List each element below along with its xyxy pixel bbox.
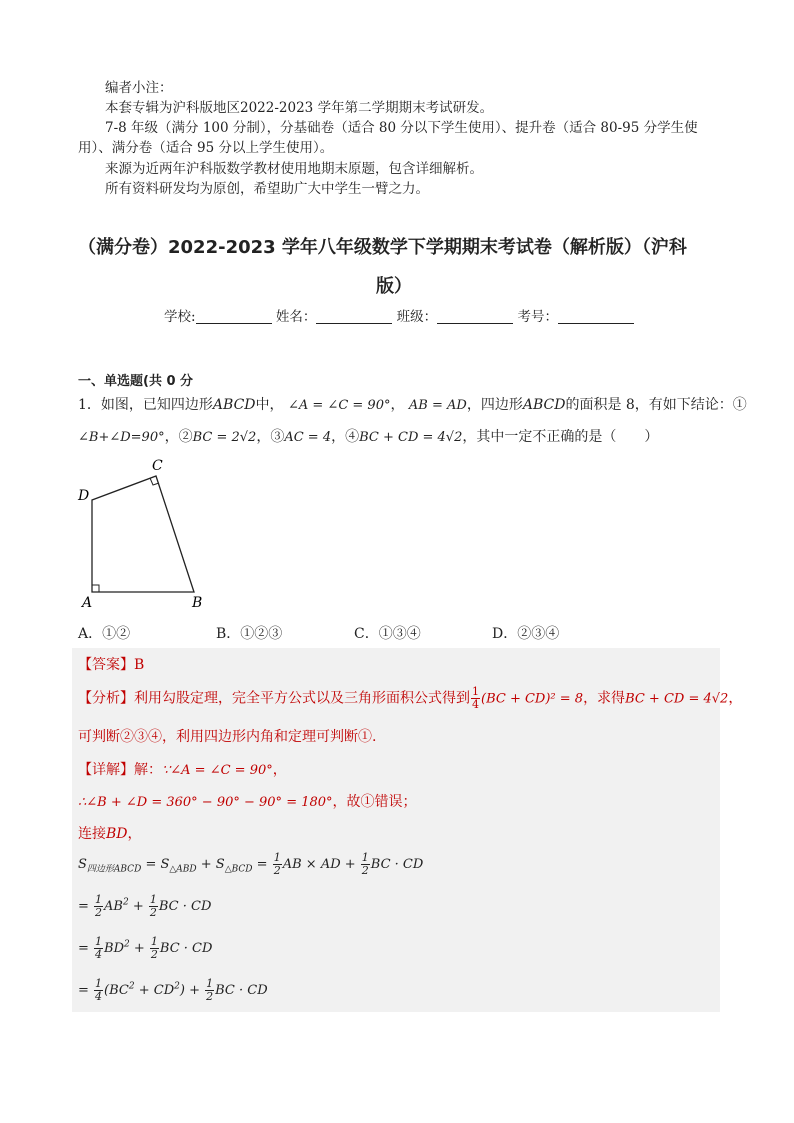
- editor-note-line-2: 7-8 年级（满分 100 分制），分基础卷（适合 80 分以下学生使用）、提升卷（适合 80-95 分学生使: [105, 120, 698, 136]
- school-label: 学校:: [164, 309, 196, 325]
- option-a[interactable]: A．①②: [78, 626, 131, 642]
- option-d[interactable]: D．②③④: [492, 626, 560, 642]
- question-1-line-1: 1．如图，已知四边形ABCD中， ∠A = ∠C = 90°， AB = AD，四边形ABCD的面积是 8，有如下结论：①: [78, 397, 747, 413]
- number-blank[interactable]: [558, 309, 634, 324]
- paper-title-line-1: （满分卷）2022-2023 学年八年级数学下学期期末考试卷（解析版）（沪科: [78, 237, 687, 258]
- condition-1: ∠A = ∠C = 90°: [287, 398, 391, 413]
- answer-label: 【答案】: [78, 657, 134, 673]
- class-label: 班级：: [396, 309, 438, 325]
- area-step-1: $S_{四边形ABCD} = S_{\triangle ABD} + S_{\triangle BCD}$ = $\frac{1}{2}$ AB × AD + $\frac{1}{2}$ BC · CD: [78, 851, 424, 877]
- area-step-4: = $\frac{1}{4}$ $(BC^2 + CD^2)$ + $\frac{1}{2}$ BC · CD: [78, 977, 268, 1003]
- question-1-line-2: ∠B+∠D=90°，②BC = 2√2，③AC = 4，④BC + CD = 4√2，其中一定不正确的是（ ）: [78, 429, 659, 445]
- condition-2: AB = AD: [408, 398, 467, 413]
- analysis-line-2: 可判断②③④，利用四边形内角和定理可判断①.: [78, 729, 377, 745]
- right-angle-mark-a: [92, 585, 99, 592]
- editor-note-line-3: 用）、满分卷（适合 95 分以上学生使用）。: [78, 140, 334, 156]
- answer-line: [78, 654, 144, 674]
- name-label: 姓名：: [275, 309, 317, 325]
- editor-note-line-1: 本套专辑为沪科版地区2022-2023 学年第二学期期末考试研发。: [105, 100, 494, 116]
- editor-note-heading: 编者小注：: [105, 80, 173, 96]
- editor-note-line-4: 来源为近两年沪科版数学教材使用地期末原题，包含详细解析。: [105, 161, 483, 177]
- detail-line-1: 【详解】解：∵∠A = ∠C = 90°，: [78, 762, 287, 778]
- detail-label: 【详解】: [78, 762, 134, 778]
- conclusion-4: BC + CD = 4√2: [359, 430, 463, 445]
- answer-value: B: [134, 657, 145, 673]
- vertex-label-a: A: [82, 595, 93, 611]
- analysis-label: 【分析】: [78, 690, 134, 707]
- question-number: 1．: [78, 397, 101, 413]
- vertex-label-c: C: [152, 458, 163, 474]
- number-label: 考号：: [517, 309, 558, 325]
- conclusion-1: ∠B+∠D=90°: [78, 430, 165, 445]
- quadrilateral-shape: [92, 476, 194, 592]
- vertex-label-d: D: [78, 488, 90, 504]
- editor-note-line-5: 所有资料研发均为原创，希望助广大中学生一臂之力。: [105, 181, 429, 197]
- student-info-fields: [164, 305, 634, 325]
- option-b[interactable]: B．①②③: [216, 626, 283, 642]
- conclusion-2: BC = 2√2: [192, 430, 257, 445]
- vertex-label-b: B: [192, 595, 203, 611]
- detail-line-3: 连接BD，: [78, 826, 142, 842]
- name-blank[interactable]: [316, 309, 392, 324]
- area-step-3: = $\frac{1}{4}$ $BD^2$ + $\frac{1}{2}$ BC · CD: [78, 935, 213, 961]
- section-heading: 一、单选题(共 0 分: [78, 374, 194, 389]
- quadrilateral-figure: [70, 452, 220, 612]
- area-step-2: = $\frac{1}{2}$ $AB^2$ + $\frac{1}{2}$ BC · CD: [78, 893, 212, 919]
- quad-name: ABCD: [212, 397, 256, 413]
- paper-title-line-2: 版）: [376, 276, 412, 297]
- school-blank[interactable]: [196, 309, 272, 324]
- analysis-line-1: 【分析】利用勾股定理，完全平方公式以及三角形面积公式得到 $\frac{1}{4}$ (BC + CD)² = 8，求得BC + CD = 4√2，: [78, 685, 743, 711]
- detail-line-2: ∴∠B + ∠D = 360° − 90° − 90° = 180°，故①错误；: [78, 794, 417, 810]
- conclusion-3: AC = 4: [284, 430, 332, 445]
- class-blank[interactable]: [437, 309, 513, 324]
- option-c[interactable]: C．①③④: [354, 626, 421, 642]
